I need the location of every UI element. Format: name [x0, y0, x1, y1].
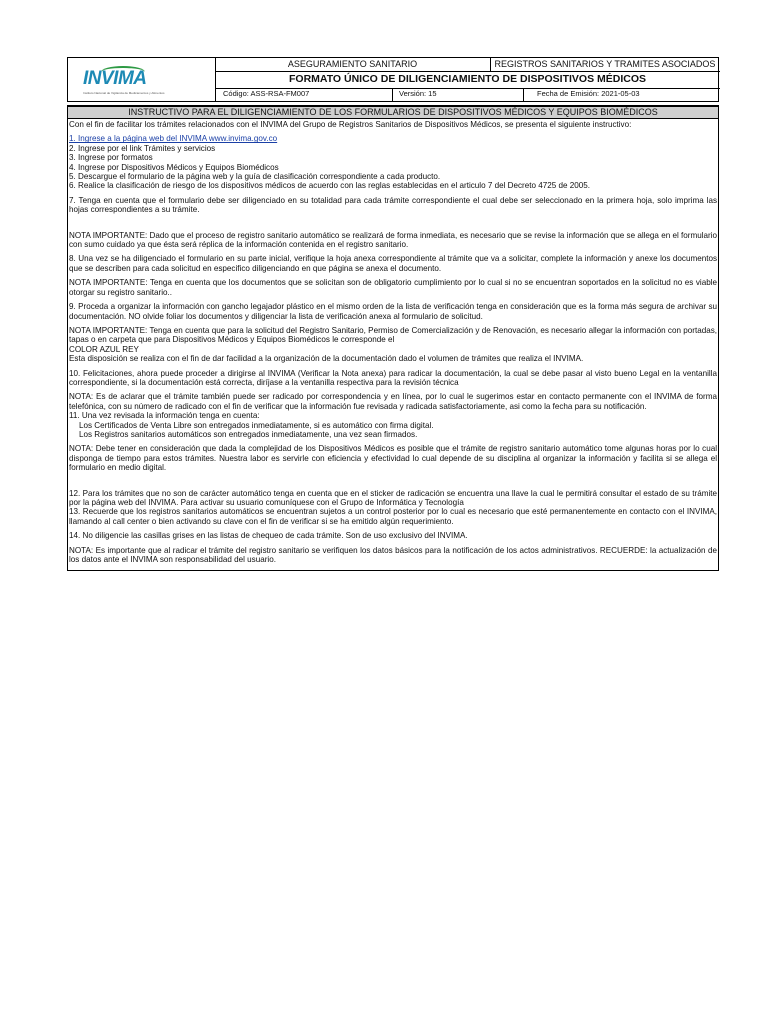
section-title: INSTRUCTIVO PARA EL DILIGENCIAMIENTO DE LOS FORMULARIOS DE DISPOSITIVOS MÉDICOS Y EQUIPOS BIOMÉDICOS	[68, 105, 718, 119]
step-14: 14. No diligencie las casillas grises en las listas de chequeo de cada trámite. Son de uso exclusivo del INVIMA.	[69, 531, 468, 541]
process-label: REGISTROS SANITARIOS Y TRAMITES ASOCIADOS	[490, 58, 720, 72]
instructions-panel	[67, 105, 719, 571]
note-3-color: COLOR AZUL REY	[69, 344, 139, 354]
step-4: 4. Ingrese por Dispositivos Médicos y Equipos Biomédicos	[69, 162, 279, 172]
document-header	[67, 57, 719, 102]
step-3: 3. Ingrese por formatos	[69, 153, 153, 163]
step-11-item-2: Los Registros sanitarios automáticos son entregados inmediatamente, una vez sean firmados.	[79, 429, 418, 439]
step-8: 8. Una vez se ha diligenciado el formulario en su parte inicial, verifique la hoja anexa correspondiente al trámite que va a solicitar, complete la información y anexe los documentos que se describen para cada solicitud en especifico diligenciando en que página se anexa el documento.	[69, 254, 717, 273]
note-1: NOTA IMPORTANTE: Dado que el proceso de registro sanitario automático se realizará de forma inmediata, es necesario que se revise la información que se allega en el formulario con sumo cuidado ya que ésta será réplica de la información contenida en el registro sanitario.	[69, 230, 717, 250]
logo-wordmark: INVIMA	[83, 68, 147, 89]
note-6: NOTA: Es importante que al radicar el trámite del registro sanitario se verifiquen los datos básicos para la notificación de los actos administrativos. RECUERDE: la actualización de los datos ante el INVIMA son responsabilidad del usuario.	[69, 545, 717, 565]
document-version: Versión: 15	[393, 88, 524, 101]
note-3: NOTA IMPORTANTE: Tenga en cuenta que para la solicitud del Registro Sanitario, Permiso de Comercialización y de Renovación, es necesario allegar la información con portadas, tapas o en carpeta que para Dispositivos Médicos y Equipos Biomédicos le corresponde el	[69, 325, 717, 345]
step-6: 6. Realice la clasificación de riesgo de los dispositivos médicos de acuerdo con las reglas establecidas en el articulo 7 del Decreto 4725 de 2005.	[69, 181, 590, 191]
instructions-content	[68, 119, 718, 570]
invima-website-link[interactable]: 1. Ingrese a la página web del INVIMA www.invima.gov.co	[69, 134, 278, 144]
step-12: 12. Para los trámites que no son de carácter automático tenga en cuenta que en el sticker de radicación se encuentra una llave la cual le permitirá consultar el estado de su trámite por la página web del INVIMA. Para activar su usuario comuníquese con el Grupo de Informática y Tecnología	[69, 488, 717, 507]
step-11-item-1: Los Certificados de Venta Libre son entregados inmediatamente, si es automático con firma digital.	[79, 420, 434, 430]
note-3-tail: Esta disposición se realiza con el fin de dar facilidad a la organización de la documentación dado el volumen de trámites que realiza el INVIMA.	[69, 354, 584, 364]
document-sheet	[67, 57, 719, 571]
step-2: 2. Ingrese por el link Trámites y servicios	[69, 143, 216, 153]
issue-date: Fecha de Emisión: 2021-05-03	[537, 89, 640, 98]
area-label: ASEGURAMIENTO SANITARIO	[215, 58, 491, 72]
note-5: NOTA: Debe tener en consideración que dada la complejidad de los Dispositivos Médicos es posible que el trámite de registro sanitario automático tome algunas horas por lo cual disponga de tiempo para estos trámites. Nuestra labor es servirle con eficiencia y efectividad lo cual depende de su disciplina al organizar la información y facilita si se allega el formulario en medio digital.	[69, 444, 717, 473]
logo-tagline: Instituto Nacional de Vigilancia de Medicamentos y Alimentos	[83, 91, 165, 95]
invima-logo	[68, 58, 216, 101]
step-11: 11. Una vez revisada la información tenga en cuenta:	[69, 411, 260, 421]
document-code: Código: ASS-RSA-FM007	[215, 88, 393, 101]
step-5: 5. Descargue el formulario de la página web y la guía de clasificación correspondiente a cada producto.	[69, 172, 441, 182]
step-10: 10. Felicitaciones, ahora puede proceder a dirigirse al INVIMA (Verificar la Nota anexa) para radicar la documentación, la cual se debe pasar al visto bueno Legal en la ventanilla correspondiente, si la documentación está correcta, diríjase a la ventanilla respectiva para la revisión técnica	[69, 368, 717, 387]
step-7: 7. Tenga en cuenta que el formulario debe ser diligenciado en su totalidad para cada trámite correspondiente el cual debe ser seleccionado en la primera hoja, solo imprima las hojas correspondientes a su trámite.	[69, 195, 717, 215]
note-2: NOTA IMPORTANTE: Tenga en cuenta que los documentos que se solicitan son de obligatorio cumplimiento por lo cual si no se encuentran soportados en la solicitud no es viable otorgar su registro sanitario..	[69, 278, 717, 297]
intro-text: Con el fin de facilitar los trámites relacionados con el INVIMA del Grupo de Registros Sanitarios de Dispositivos Médicos, se presenta el siguiente instructivo:	[69, 120, 632, 129]
step-13: 13. Recuerde que los registros sanitarios automáticos se encuentran sujetos a un control posterior por lo cual es necesario que esté permanentemente en contacto con el INVIMA, llamando al call center o bien activando su clave con el fin de verificar si se ha emitido algún requerimiento.	[69, 507, 717, 526]
form-title: FORMATO ÚNICO DE DILIGENCIAMIENTO DE DISPOSITIVOS MÉDICOS	[215, 71, 720, 89]
step-9: 9. Proceda a organizar la información con gancho legajador plástico en el mismo orden de la lista de verificación tenga en consideración que es la forma más segura de archivar su documentación. NO olvide foliar los documentos y diligenciar la lista de verificación anexa al formulario de solicitud.	[69, 302, 717, 321]
note-4: NOTA: Es de aclarar que el trámite también puede ser radicado por correspondencia y en línea, por lo cual le sugerimos estar en contacto permanente con el INVIMA de forma telefónica, con su número de radicado con el fin de verificar que la información fue revisada y radicada satisfactoriamente, asi como la fecha para su notificación.	[69, 392, 717, 411]
